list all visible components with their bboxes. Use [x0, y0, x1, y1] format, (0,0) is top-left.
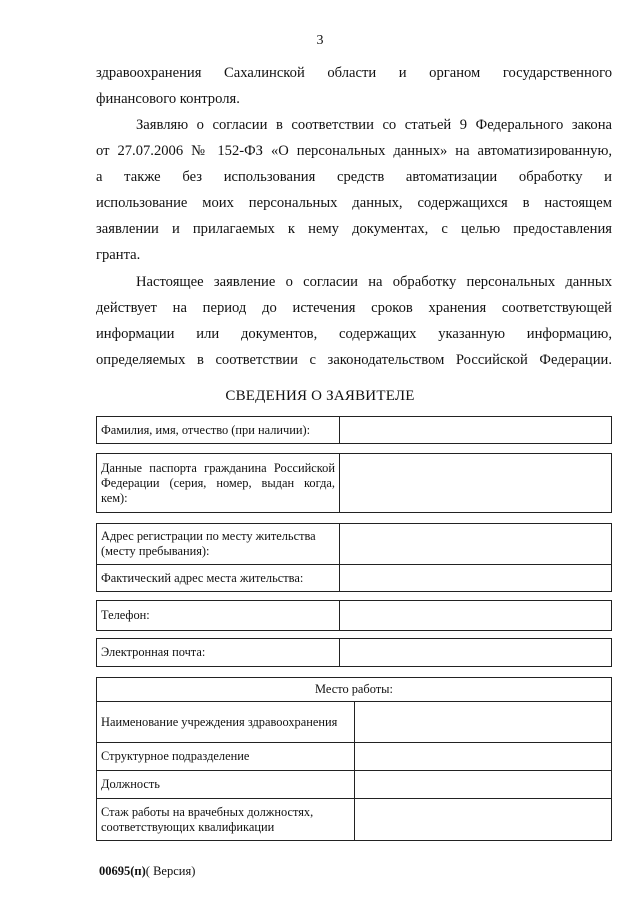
passport-label: Данные паспорта гражданина Российской Федерации (серия, номер, выдан когда, кем): [97, 454, 340, 513]
passport-field[interactable] [340, 454, 612, 513]
text-line: гранта. [96, 247, 141, 263]
institution-field[interactable] [354, 702, 612, 743]
text-line: Заявляю о согласии в соответствии со статьей 9 Федерального закона [136, 117, 612, 133]
text-line: Настоящее заявление о согласии на обработку персональных данных [136, 274, 612, 290]
email-label: Электронная почта: [97, 639, 340, 667]
phone-field[interactable] [340, 601, 612, 631]
department-label: Структурное подразделение [97, 743, 355, 771]
passport-table [96, 453, 612, 513]
validity-paragraph [96, 269, 612, 373]
document-version: ( Версия) [145, 864, 196, 878]
fullname-label: Фамилия, имя, отчество (при наличии): [97, 417, 340, 444]
experience-field[interactable] [354, 799, 612, 841]
text-line: заявлении и прилагаемых к нему документах, с целью предоставления [96, 221, 612, 237]
email-table [96, 638, 612, 667]
experience-label: Стаж работы на врачебных должностях, соответствующих квалификации [97, 799, 355, 841]
address-table [96, 523, 612, 592]
consent-paragraph [96, 112, 612, 268]
actual-address-field[interactable] [340, 565, 612, 592]
institution-label: Наименование учреждения здравоохранения [97, 702, 355, 743]
actual-address-label: Фактический адрес места жительства: [97, 565, 340, 592]
registration-address-label: Адрес регистрации по месту жительства (месту пребывания): [97, 524, 340, 565]
position-label: Должность [97, 771, 355, 799]
document-code: 00695(п) [99, 864, 146, 878]
email-field[interactable] [340, 639, 612, 667]
section-title: СВЕДЕНИЯ О ЗАЯВИТЕЛЕ [225, 388, 415, 404]
page-number: 3 [316, 33, 324, 48]
text-line: от 27.07.2006 № 152-ФЗ «О персональных данных» на автоматизированную, [96, 143, 612, 159]
phone-label: Телефон: [97, 601, 340, 631]
registration-address-field[interactable] [340, 524, 612, 565]
text-line: финансового контроля. [96, 91, 240, 107]
position-field[interactable] [354, 771, 612, 799]
text-line: определяемых в соответствии с законодательством Российской Федерации. [96, 352, 612, 368]
text-line: а также без использования средств автоматизации обработку и [96, 169, 612, 185]
department-field[interactable] [354, 743, 612, 771]
workplace-header: Место работы: [97, 678, 612, 702]
document-footer [99, 864, 195, 879]
fullname-field[interactable] [340, 417, 612, 444]
paragraph-continuation [96, 60, 612, 112]
phone-table [96, 600, 612, 631]
text-line: здравоохранения Сахалинской области и органом государственного [96, 65, 612, 81]
workplace-table [96, 677, 612, 841]
fullname-table [96, 416, 612, 444]
text-line: использование моих персональных данных, содержащихся в настоящем [96, 195, 612, 211]
text-line: информации или документов, содержащих указанную информацию, [96, 326, 612, 342]
text-line: действует на период до истечения сроков хранения соответствующей [96, 300, 612, 316]
